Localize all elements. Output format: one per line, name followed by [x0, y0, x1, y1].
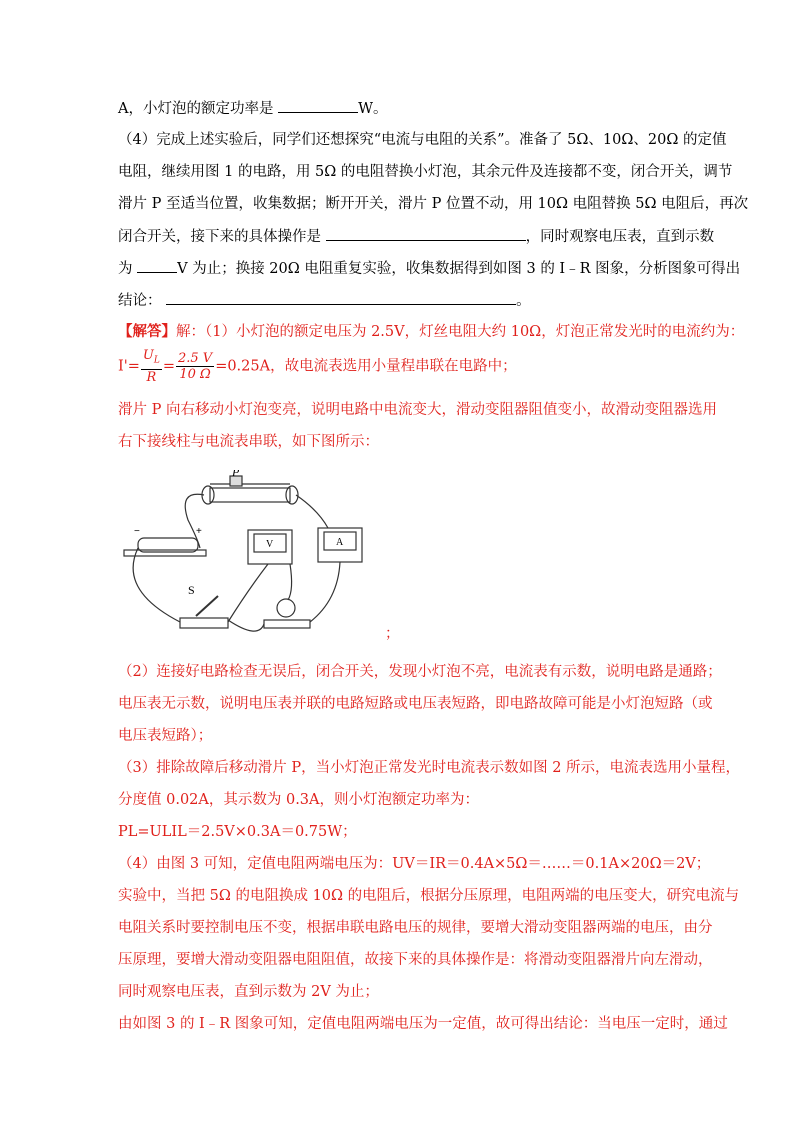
answer-p9: （4）由图 3 可知，定值电阻两端电压为：UV＝IR＝0.4A×5Ω＝……＝0.1A×20Ω＝2V；: [118, 856, 711, 872]
q4-line-5: [118, 258, 740, 279]
q4-line-6-b: 。: [516, 293, 531, 309]
answer-p13: 同时观察电压表，直到示数为 2V 为止；: [118, 984, 379, 1000]
label-battery-pos: +: [196, 526, 202, 537]
rheostat-coil: [210, 488, 290, 502]
formula-den1: R: [146, 369, 157, 385]
conclusion-blank: [166, 290, 516, 305]
voltage-blank: [137, 258, 177, 273]
q3-suffix: W。: [358, 101, 388, 117]
wire-6: [310, 562, 340, 622]
answer-p6: （3）排除故障后移动滑片 P，当小灯泡正常发光时电流表示数如图 2 所示，电流表选用小量程，: [118, 760, 741, 776]
fraction-u-over-r: [141, 348, 162, 385]
label-s: S: [188, 583, 195, 597]
q4-line-4-b: ，同时观察电压表，直到示数: [525, 229, 715, 245]
wire-3: [133, 548, 180, 622]
formula-sub1: L: [153, 355, 160, 366]
label-battery-neg: −: [134, 526, 140, 537]
label-v: V: [266, 539, 274, 550]
answer-p1: 滑片 P 向右移动小灯泡变亮，说明电路中电流变大，滑动变阻器阻值变小，故滑动变阻器选用: [118, 402, 717, 418]
figure-semicolon: ；: [385, 626, 400, 642]
circuit-diagram: [118, 470, 418, 650]
answer-p11: 电阻关系时要控制电压不变，根据串联电路电压的规律，要增大滑动变阻器两端的电压，由分: [118, 920, 713, 936]
answer-p3: （2）连接好电路检查无误后，闭合开关，发现小灯泡不亮，电流表有示数，说明电路是通路；: [118, 664, 722, 680]
q4-line-6: [118, 290, 531, 311]
answer-p7: 分度值 0.02A，其示数为 0.3A，则小灯泡额定功率为：: [118, 792, 480, 808]
answer-p2: 右下接线柱与电流表串联，如下图所示：: [118, 434, 379, 450]
wire-1: [185, 494, 204, 548]
formula-result: =0.25A，故电流表选用小量程串联在电路中；: [215, 358, 517, 375]
q4-line-1: （4）完成上述实验后，同学们还想探究“电流与电阻的关系”。准备了 5Ω、10Ω、20Ω 的定值: [118, 132, 727, 148]
formula-den2: 10 Ω: [179, 366, 211, 382]
formula-num1: U: [142, 348, 154, 363]
answer-p10: 实验中，当把 5Ω 的电阻换成 10Ω 的电阻后，根据分压原理，电阻两端的电压变大，研究电流与: [118, 888, 740, 904]
formula-num2: 2.5 V: [177, 350, 213, 366]
q4-line-2: 电阻，继续用图 1 的电路，用 5Ω 的电阻替换小灯泡，其余元件及连接都不变，闭合开关，调节: [118, 164, 733, 180]
wire-7: [228, 620, 264, 631]
answer-blank: [278, 98, 358, 113]
wire-2: [296, 495, 328, 528]
operation-blank: [326, 226, 526, 241]
answer-tag: 【解答】: [118, 323, 176, 340]
answer-formula: [118, 348, 517, 385]
switch-base: [180, 618, 228, 628]
q4-line-5-a: 为: [118, 261, 133, 277]
wire-4: [228, 564, 268, 622]
q4-line-4-a: 闭合开关，接下来的具体操作是: [118, 229, 321, 245]
answer-intro-text: 解：（1）小灯泡的额定电压为 2.5V，灯丝电阻大约 10Ω，灯泡正常发光时的电流约为：: [176, 324, 745, 340]
answer-p5: 电压表短路）；: [118, 728, 213, 744]
answer-p8: PL=ULIL＝2.5V×0.3A＝0.75W；: [118, 824, 357, 840]
q4-line-4: [118, 226, 714, 247]
bulb-base: [264, 620, 310, 628]
formula-eq: =: [162, 358, 175, 375]
answer-p4: 电压表无示数，说明电压表并联的电路短路或电压表短路，即电路故障可能是小灯泡短路（或: [118, 696, 713, 712]
switch-lever: [196, 596, 218, 616]
formula-lhs: I'=: [118, 358, 140, 375]
fraction-values: [176, 351, 214, 382]
answer-p12: 压原理，要增大滑动变阻器电阻阻值，故接下来的具体操作是：将滑动变阻器滑片向左滑动，: [118, 952, 713, 968]
q4-line-3: 滑片 P 至适当位置，收集数据；断开开关，滑片 P 位置不动，用 10Ω 电阻替换 5Ω 电阻后，再次: [118, 196, 749, 212]
circuit-svg: [118, 470, 418, 650]
answer-intro: [118, 322, 744, 342]
answer-p14: 由如图 3 的 I﹣R 图象可知，定值电阻两端电压为一定值，故可得出结论：当电压一定时，通过: [118, 1016, 728, 1032]
wire-5: [288, 564, 292, 600]
label-a: A: [336, 537, 344, 548]
question-3-tail: [118, 98, 388, 119]
bulb: [277, 599, 295, 617]
q4-line-6-a: 结论：: [118, 293, 162, 309]
label-p: P: [232, 470, 240, 479]
q4-line-5-b: V 为止；换接 20Ω 电阻重复实验，收集数据得到如图 3 的 I﹣R 图象，分析图象可得出: [177, 261, 741, 277]
q3-prefix: A，小灯泡的额定功率是: [118, 101, 274, 117]
